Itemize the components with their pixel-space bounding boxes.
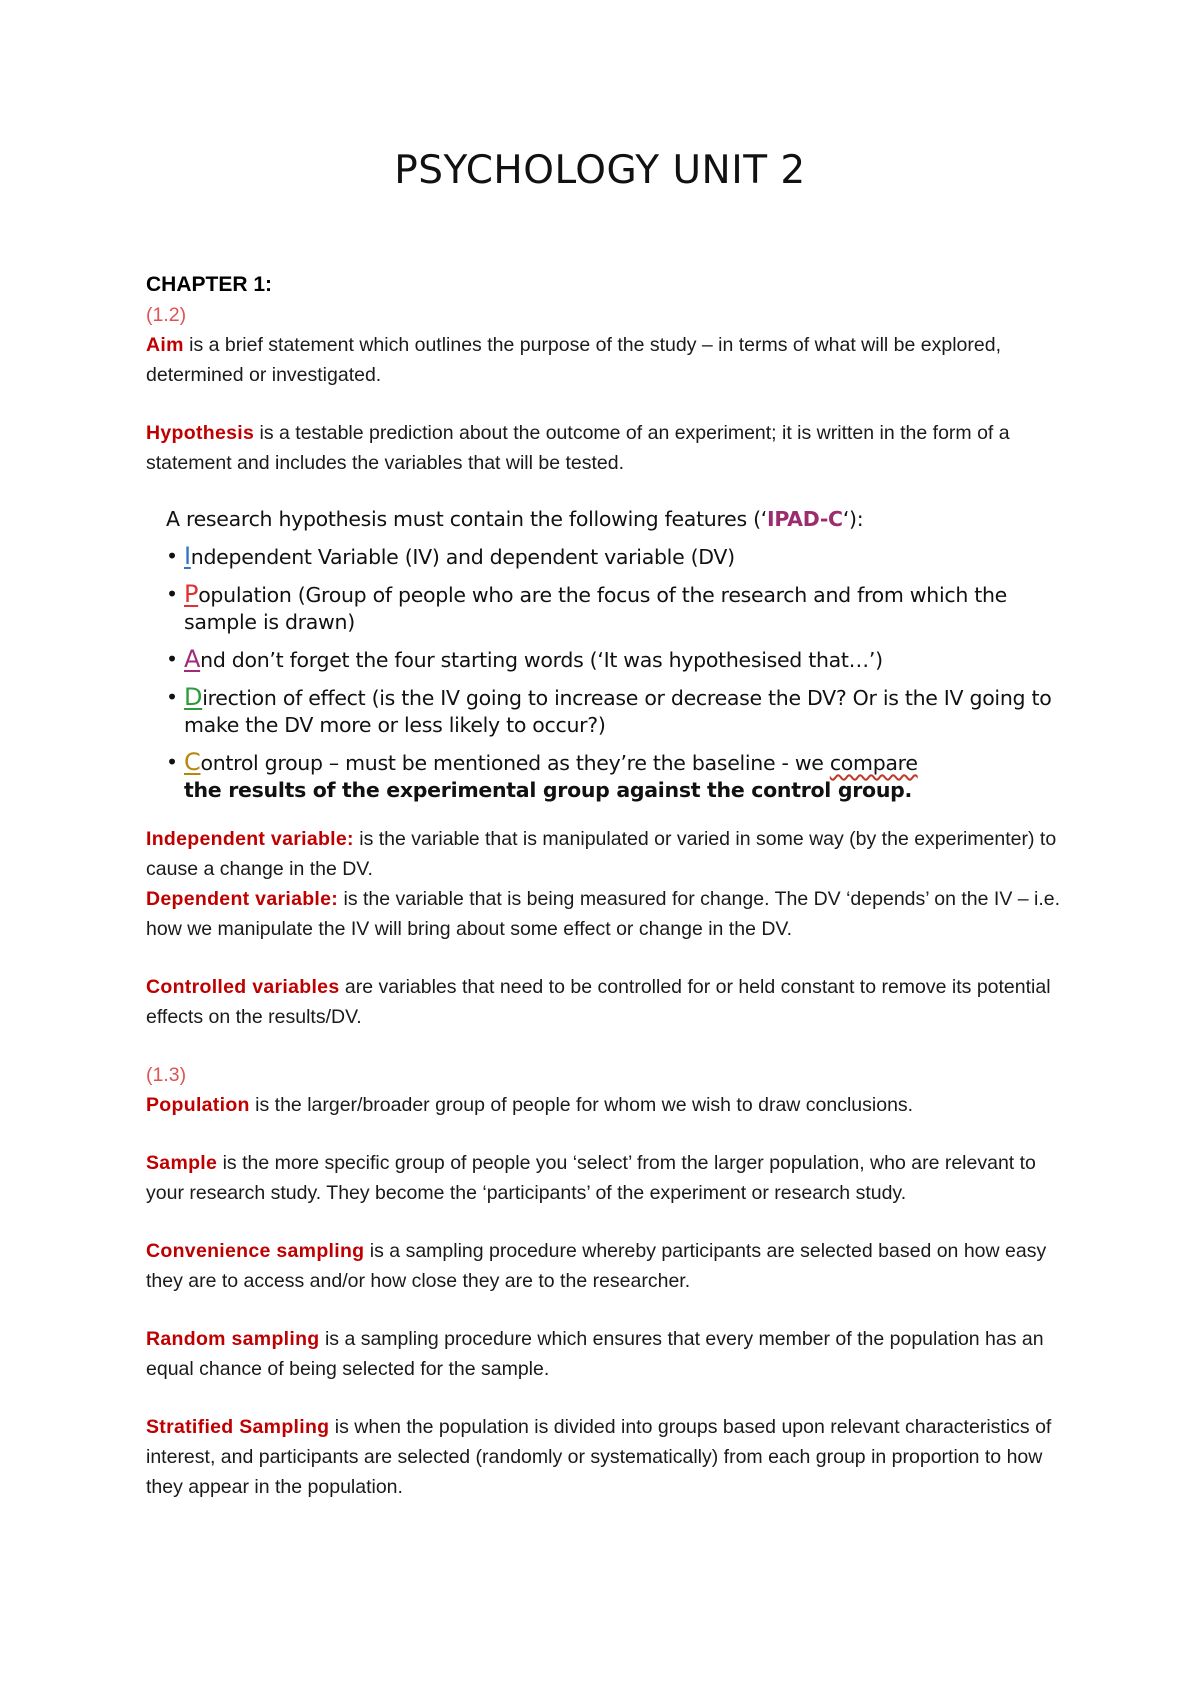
stratified-sampling-text: is when the population is divided into groups based upon relevant characteristics of interest, and participants are selected (randomly or systematically) from each group in proportion to how they appear in the population. xyxy=(146,1416,1052,1498)
independent-variable-text: is the variable that is manipulated or varied in some way (by the experimenter) to cause a change in the DV. xyxy=(146,828,1057,880)
document-body xyxy=(146,270,1076,1502)
independent-variable-term: Independent variable: xyxy=(146,828,354,850)
stratified-sampling-definition xyxy=(146,1412,1076,1502)
ipad-item-text-end: the results of the experimental group against the control group. xyxy=(184,778,912,802)
bullet-icon: • xyxy=(166,685,178,709)
convenience-sampling-term: Convenience sampling xyxy=(146,1240,365,1262)
sample-text: is the more specific group of people you ‘select’ from the larger population, who are relevant to your research study. They become the ‘participants’ of the experiment or research study. xyxy=(146,1152,1036,1204)
hypothesis-term: Hypothesis xyxy=(146,422,255,444)
population-definition xyxy=(146,1090,1076,1120)
section-number-1-2: (1.2) xyxy=(146,304,187,326)
sample-definition xyxy=(146,1148,1076,1208)
random-sampling-definition xyxy=(146,1324,1076,1384)
ipad-item-text: opulation (Group of people who are the focus of the research and from which the sample is drawn) xyxy=(184,583,1007,634)
ipad-c-intro xyxy=(166,506,1076,533)
bullet-icon: • xyxy=(166,647,178,671)
ipad-c-intro-end: ‘): xyxy=(842,507,864,531)
aim-term: Aim xyxy=(146,334,184,356)
controlled-variables-definition xyxy=(146,972,1076,1032)
ipad-c-acronym: IPAD-C xyxy=(767,507,843,531)
aim-text: is a brief statement which outlines the purpose of the study – in terms of what will be explored, determined or investigated. xyxy=(146,334,1002,386)
convenience-sampling-definition xyxy=(146,1236,1076,1296)
ipad-item-text: ndependent Variable (IV) and dependent variable (DV) xyxy=(190,545,735,569)
chapter-heading: CHAPTER 1: xyxy=(146,273,273,296)
ipad-letter-d: D xyxy=(184,683,203,711)
population-text: is the larger/broader group of people for whom we wish to draw conclusions. xyxy=(249,1094,914,1116)
bullet-icon: • xyxy=(166,582,178,606)
ipad-letter-c: C xyxy=(184,748,201,776)
hypothesis-definition xyxy=(146,418,1076,478)
bullet-icon: • xyxy=(166,750,178,774)
ipad-letter-p: P xyxy=(184,580,199,608)
ipad-item-control-group xyxy=(166,749,1076,804)
sample-term: Sample xyxy=(146,1152,218,1174)
controlled-variables-term: Controlled variables xyxy=(146,976,340,998)
dependent-variable-term: Dependent variable: xyxy=(146,888,339,910)
convenience-sampling-text: is a sampling procedure whereby participants are selected based on how easy they are to access and/or how close they are to the researcher. xyxy=(146,1240,1047,1292)
page-title: PSYCHOLOGY UNIT 2 xyxy=(394,148,806,193)
ipad-c-figure xyxy=(166,506,1076,804)
dependent-variable-definition xyxy=(146,884,1076,944)
random-sampling-term: Random sampling xyxy=(146,1328,320,1350)
ipad-item-independent xyxy=(166,543,1076,571)
spellcheck-word: compare xyxy=(829,751,918,775)
ipad-c-intro-text: A research hypothesis must contain the following features (‘ xyxy=(166,507,768,531)
random-sampling-text: is a sampling procedure which ensures that every member of the population has an equal chance of being selected for the sample. xyxy=(146,1328,1044,1380)
section-number-1-3: (1.3) xyxy=(146,1064,187,1086)
controlled-variables-text: are variables that need to be controlled for or held constant to remove its potential effects on the results/DV. xyxy=(146,976,1051,1028)
ipad-item-text: ontrol group – must be mentioned as they’re the baseline - we xyxy=(200,751,830,775)
bullet-icon: • xyxy=(166,544,178,568)
stratified-sampling-term: Stratified Sampling xyxy=(146,1416,330,1438)
ipad-item-population xyxy=(166,581,1076,636)
ipad-item-direction xyxy=(166,684,1076,739)
ipad-item-starting-words xyxy=(166,646,1076,674)
independent-variable-definition xyxy=(146,824,1076,884)
population-term: Population xyxy=(146,1094,250,1116)
ipad-letter-a: A xyxy=(184,645,201,673)
ipad-item-text: irection of effect (is the IV going to increase or decrease the DV? Or is the IV going to make the DV more or less likely to occur?) xyxy=(184,686,1052,737)
aim-definition xyxy=(146,330,1076,390)
dependent-variable-text: is the variable that is being measured for change. The DV ‘depends’ on the IV – i.e. how we manipulate the IV will bring about some effect or change in the DV. xyxy=(146,888,1061,940)
hypothesis-text: is a testable prediction about the outcome of an experiment; it is written in the form of a statement and includes the variables that will be tested. xyxy=(146,422,1010,474)
ipad-letter-i: I xyxy=(184,542,191,570)
ipad-item-text: nd don’t forget the four starting words (‘It was hypothesised that…’) xyxy=(200,648,883,672)
